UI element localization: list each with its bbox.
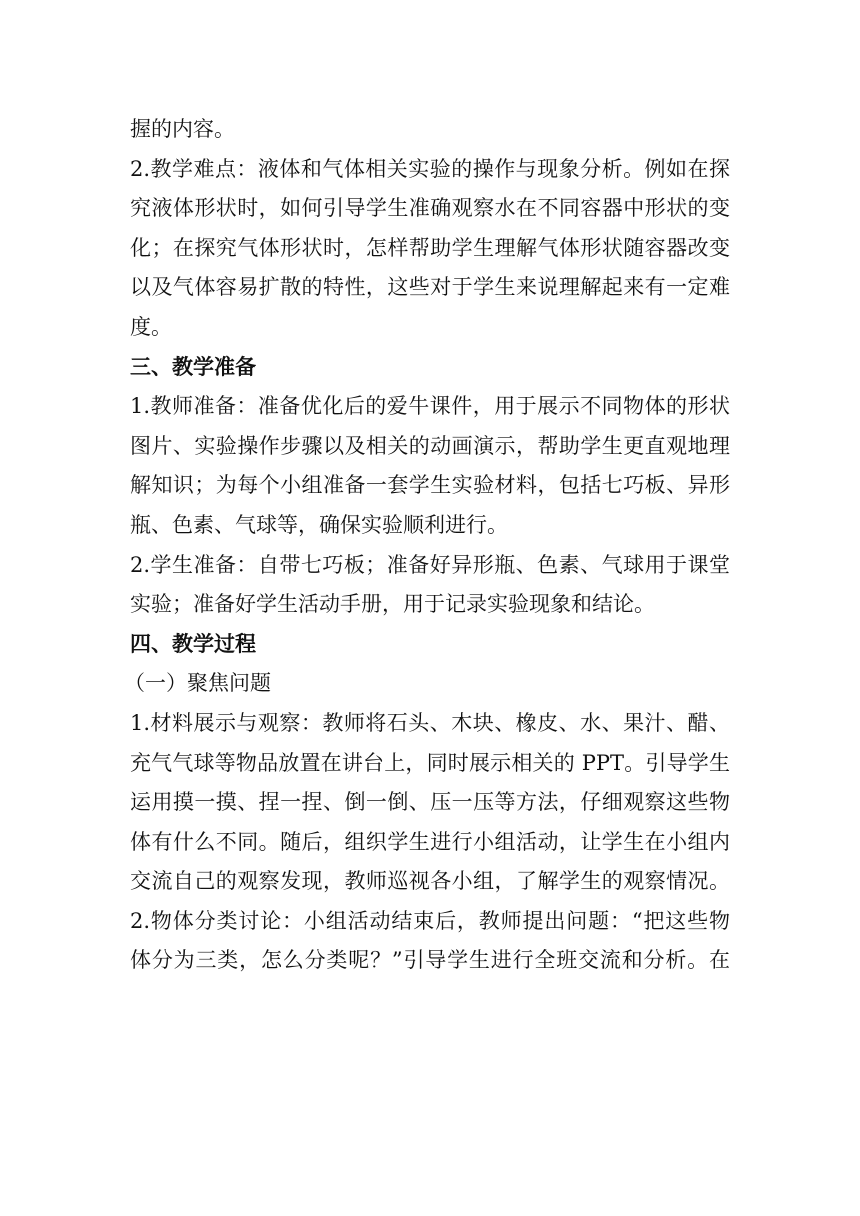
section-heading: 四、教学过程 bbox=[130, 631, 256, 656]
paragraph-line: 2.学生准备：自带七巧板；准备好异形瓶、色素、气球用于课堂 bbox=[130, 552, 730, 577]
paragraph-line: 体有什么不同。随后，组织学生进行小组活动，让学生在小组内 bbox=[130, 829, 730, 854]
paragraph-line: 实验；准备好学生活动手册，用于记录实验现象和结论。 bbox=[130, 592, 655, 617]
paragraph-line: 充气气球等物品放置在讲台上，同时展示相关的 PPT。引导学生 bbox=[130, 750, 730, 775]
paragraph-line: 化；在探究气体形状时，怎样帮助学生理解气体形状随容器改变 bbox=[130, 235, 730, 260]
section-heading: 三、教学准备 bbox=[130, 354, 256, 379]
paragraph-line: 度。 bbox=[130, 314, 172, 339]
paragraph-line: 运用摸一摸、捏一捏、倒一倒、压一压等方法，仔细观察这些物 bbox=[130, 790, 730, 815]
paragraph-line: 瓶、色素、气球等，确保实验顺利进行。 bbox=[130, 512, 508, 537]
paragraph-line: 究液体形状时，如何引导学生准确观察水在不同容器中形状的变 bbox=[130, 196, 730, 221]
paragraph-line: 握的内容。 bbox=[130, 117, 235, 141]
paragraph-line: 2.物体分类讨论：小组活动结束后，教师提出问题：“把这些物 bbox=[130, 908, 730, 933]
paragraph-line: 图片、实验操作步骤以及相关的动画演示，帮助学生更直观地理 bbox=[130, 433, 730, 458]
paragraph-line: 1.材料展示与观察：教师将石头、木块、橡皮、水、果汁、醋、 bbox=[130, 710, 730, 735]
paragraph-line: 以及气体容易扩散的特性，这些对于学生来说理解起来有一定难 bbox=[130, 275, 730, 300]
document-body bbox=[124, 110, 730, 981]
paragraph-line: 解知识；为每个小组准备一套学生实验材料，包括七巧板、异形 bbox=[130, 473, 730, 498]
paragraph-line: 交流自己的观察发现，教师巡视各小组，了解学生的观察情况。 bbox=[130, 869, 730, 894]
paragraph-line: 2.教学难点：液体和气体相关实验的操作与现象分析。例如在探 bbox=[130, 156, 730, 181]
subsection-heading: （一）聚焦问题 bbox=[124, 671, 271, 696]
paragraph-line: 体分为三类，怎么分类呢？”引导学生进行全班交流和分析。在 bbox=[130, 948, 730, 973]
paragraph-line: 1.教师准备：准备优化后的爱牛课件，用于展示不同物体的形状 bbox=[130, 394, 730, 419]
